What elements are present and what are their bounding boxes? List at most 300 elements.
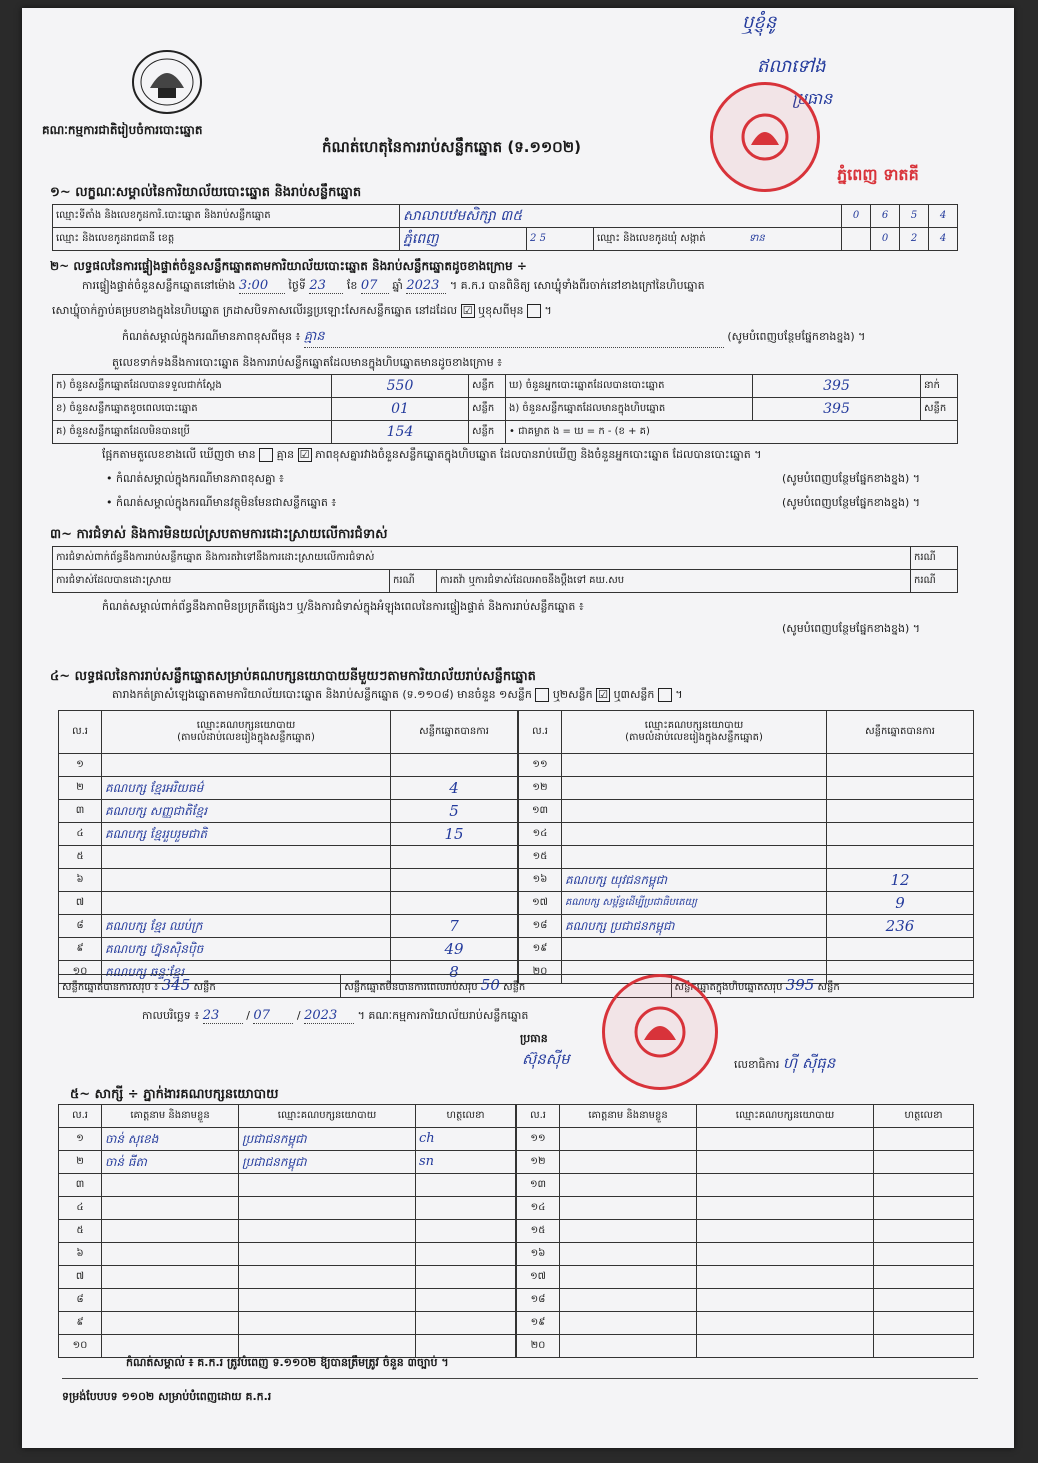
objection-table <box>52 546 958 593</box>
row-no: ១ <box>59 754 102 777</box>
total-box-value: 395 <box>785 975 815 994</box>
count-e-value: 395 <box>753 398 921 421</box>
witness-signature <box>874 1266 974 1289</box>
witness-no: ៥ <box>59 1220 102 1243</box>
tally-sheet-text: តារាងកត់ត្រាសំឡេងឆ្នោតតាមការិយាល័យបោះឆ្នោត និងរាប់សន្លឹកឆ្នោត (ទ.១១០៨) មានចំនួន ១សន្លឹក <box>112 688 532 701</box>
count-a-label: ក) ចំនួនសន្លឹកឆ្នោតដែលបានទទួលជាក់ស្តែង <box>53 375 332 398</box>
bullet-difference: • កំណត់សម្គាល់ក្នុងករណីមានភាពខុសគ្នា ៖ <box>106 472 284 485</box>
witness-party <box>697 1151 874 1174</box>
party-name: គណបក្ស ខ្មែរអរិយធម៌ <box>102 777 391 800</box>
party-votes <box>827 938 974 961</box>
party-votes <box>827 777 974 800</box>
witness-name <box>560 1289 697 1312</box>
verification-text-d: ឆ្នាំ <box>392 279 403 292</box>
witness-signature <box>874 1128 974 1151</box>
row-no: ១៩ <box>519 938 562 961</box>
results-right-col-party <box>562 711 827 754</box>
table-row <box>519 915 974 938</box>
difference-tail: ភាពខុសគ្នារវាងចំនួនសន្លឹកឆ្នោតក្នុងហិបឆ្នោត ដែលបានរាប់ឃើញ និងចំនួនអ្នកបោះឆ្នោត ដែលបានបោះឆ្នោត ។ <box>315 448 762 461</box>
row-no: ៣ <box>59 800 102 823</box>
counts-row-3 <box>53 421 958 444</box>
table-row <box>519 892 974 915</box>
witness-name <box>102 1197 239 1220</box>
row-no: ១៧ <box>519 892 562 915</box>
commune-label: ឈ្មោះ និងលេខកូដឃុំ សង្កាត់ <box>597 233 706 244</box>
date-year: 2023 <box>304 1008 354 1024</box>
section1-title: ១~ លក្ខណៈសម្គាល់នៃការិយាល័យបោះឆ្នោត និងរាប់សន្លឹកឆ្នោត <box>50 185 362 200</box>
results-left-col-no: ល.រ <box>59 711 102 754</box>
total-invalid-unit: សន្លឹក <box>503 981 526 993</box>
table-row <box>59 1243 516 1266</box>
table-row <box>59 777 518 800</box>
results-left-header <box>59 711 518 754</box>
objection-row-1 <box>53 547 958 570</box>
table-row <box>59 1128 516 1151</box>
total-box-cell <box>671 975 973 998</box>
location-code-3: 5 <box>900 205 929 228</box>
witness-no: ៧ <box>59 1266 102 1289</box>
witness-no: ១៦ <box>517 1243 560 1266</box>
party-votes <box>391 892 518 915</box>
table-row <box>517 1243 974 1266</box>
verification-text-b: ថ្ងៃទី <box>288 279 306 292</box>
party-name <box>102 869 391 892</box>
commune-value: ទាន <box>748 233 765 244</box>
bullet-foreign-hint: (សូមបំពេញបន្ថែមផ្នែកខាងខ្នង) ។ <box>782 496 921 509</box>
witness-right-col-party: ឈ្មោះគណបក្សនយោបាយ <box>697 1105 874 1128</box>
totals-row <box>59 975 974 998</box>
date-day: 23 <box>203 1008 243 1024</box>
results-left-col-party <box>102 711 391 754</box>
difference-no-checkbox[interactable]: ☑ <box>298 448 312 462</box>
witness-party <box>239 1243 416 1266</box>
verification-year: 2023 <box>406 278 446 294</box>
party-votes <box>827 823 974 846</box>
witness-party <box>239 1335 416 1358</box>
row-no: ១៤ <box>519 823 562 846</box>
witness-signature <box>416 1220 516 1243</box>
change-note-hint: (សូមបំពេញបន្ថែមផ្នែកខាងខ្នង) ។ <box>727 330 866 343</box>
change-note-label: កំណត់សម្គាល់ក្នុងករណីមានភាពខុសពីមុន ៖ <box>122 330 301 343</box>
witness-party <box>697 1312 874 1335</box>
table-row <box>517 1266 974 1289</box>
witness-party <box>239 1174 416 1197</box>
party-name: គណបក្ស ខ្មែររួបរួមជាតិ <box>102 823 391 846</box>
witness-party <box>239 1197 416 1220</box>
party-name: គណបក្ស សម្ព័ន្ធដើម្បីប្រជាធិបតេយ្យ <box>562 892 827 915</box>
commune-code-3: 4 <box>929 228 958 251</box>
table-row <box>59 800 518 823</box>
table-row <box>59 1266 516 1289</box>
witness-no: ១១ <box>517 1128 560 1151</box>
results-table-left <box>58 710 518 984</box>
objection-total-unit: ករណី <box>911 547 958 570</box>
party-votes <box>827 800 974 823</box>
corner-note-2: ឥលាទៅង <box>757 56 826 77</box>
witness-party <box>239 1312 416 1335</box>
witness-no: ១០ <box>59 1335 102 1358</box>
chair-signature: ស៊ុនស៊ីម <box>522 1050 570 1068</box>
verification-text-e: ។ គ.ក.រ បានពិនិត្យ សោឃ្នុំទាំងពីរចាក់នៅខាងក្រៅនៃហិបឆ្នោត <box>449 279 705 292</box>
witness-signature <box>416 1243 516 1266</box>
party-votes <box>827 846 974 869</box>
party-votes: 49 <box>391 938 518 961</box>
table-row <box>519 777 974 800</box>
row-no: ១១ <box>519 754 562 777</box>
footer-divider <box>62 1378 978 1379</box>
row-no: ២ <box>59 777 102 800</box>
witness-signature <box>416 1197 516 1220</box>
appeal-label: ការតវ៉ា ឬការជំទាស់ដែលអាចនឹងប្តឹងទៅ គឃ.សប <box>437 570 911 593</box>
witness-no: ៣ <box>59 1174 102 1197</box>
counts-row-1 <box>53 375 958 398</box>
same-checkbox[interactable]: ☑ <box>461 304 475 318</box>
section2-title: ២~ លទ្ធផលនៃការផ្ទៀងផ្ទាត់ចំនួនសន្លឹកឆ្នោតតាមការិយាល័យបោះឆ្នោត និងរាប់សន្លឹកឆ្នោតដូចខាងក្រោម ÷ <box>50 259 527 273</box>
party-name: គណបក្ស ប្រជាជនកម្ពុជា <box>562 915 827 938</box>
irregularity-hint: (សូមបំពេញបន្ថែមផ្នែកខាងខ្នង) ។ <box>782 622 921 635</box>
witness-party: ប្រជាជនកម្ពុជា <box>239 1128 416 1151</box>
witness-party <box>697 1197 874 1220</box>
party-votes: 9 <box>827 892 974 915</box>
difference-yes-checkbox[interactable] <box>259 448 273 462</box>
row-no: ៩ <box>59 938 102 961</box>
row-no: ១០ <box>59 961 102 984</box>
section3-title: ៣~ ការជំទាស់ និងការមិនយល់ស្របតាមការដោះស្រាយលើការជំទាស់ <box>50 527 388 542</box>
table-row <box>59 1220 516 1243</box>
resolved-label: ការជំទាស់ដែលបានដោះស្រាយ <box>53 570 390 593</box>
party-votes <box>827 754 974 777</box>
witness-party <box>697 1220 874 1243</box>
verification-day: 23 <box>309 278 343 294</box>
row-no: ១៣ <box>519 800 562 823</box>
count-formula: • ជាគម្លាត ង = ឃ = ក - (ខ + គ) <box>506 421 958 444</box>
party-votes <box>391 754 518 777</box>
count-d-label: ឃ) ចំនួនអ្នកបោះឆ្នោតដែលបានបោះឆ្នោត <box>506 375 753 398</box>
table-row <box>59 1312 516 1335</box>
witness-table-left <box>58 1104 516 1358</box>
verification-month: 07 <box>361 278 389 294</box>
row-no: ១៥ <box>519 846 562 869</box>
location-value: សាលាបឋមសិក្សា ៣៥ <box>400 205 842 228</box>
table-row <box>517 1289 974 1312</box>
witness-signature: sn <box>416 1151 516 1174</box>
results-table-right <box>518 710 974 984</box>
witness-left-col-name: គោត្តនាម និងនាមខ្លួន <box>102 1105 239 1128</box>
table-row <box>59 1151 516 1174</box>
table-row <box>59 892 518 915</box>
table-row <box>59 938 518 961</box>
witness-name <box>560 1312 697 1335</box>
witness-right-header <box>517 1105 974 1128</box>
witness-name <box>560 1128 697 1151</box>
change-note-line <box>122 328 982 348</box>
party-votes: 7 <box>391 915 518 938</box>
commune-code-1: 0 <box>871 228 900 251</box>
section5-title: ៥~ សាក្សី ÷ ភ្នាក់ងារគណបក្សនយោបាយ <box>70 1087 279 1102</box>
tally-3-checkbox[interactable] <box>658 688 672 702</box>
province-value: ភ្នំពេញ <box>400 228 527 251</box>
witness-name <box>560 1174 697 1197</box>
party-votes <box>391 869 518 892</box>
party-name <box>102 892 391 915</box>
tally-1-checkbox[interactable] <box>535 688 549 702</box>
witness-no: ១២ <box>517 1151 560 1174</box>
table-row <box>59 1335 516 1358</box>
row-no: ២០ <box>519 961 562 984</box>
witness-signature <box>416 1289 516 1312</box>
results-right-header <box>519 711 974 754</box>
verification-line <box>82 278 705 295</box>
witness-name <box>102 1174 239 1197</box>
witness-left-header <box>59 1105 516 1128</box>
witness-party <box>239 1220 416 1243</box>
commune-code-0 <box>842 228 871 251</box>
table-row <box>59 1174 516 1197</box>
commune-stamp-label: ភ្នំពេញ ទាតគី <box>837 165 919 184</box>
witness-no: ១៧ <box>517 1266 560 1289</box>
witness-name <box>560 1266 697 1289</box>
witness-signature <box>874 1220 974 1243</box>
witness-no: ១៥ <box>517 1220 560 1243</box>
witness-signature <box>874 1243 974 1266</box>
results-left-col-votes: សន្លឹកឆ្នោតបានការ <box>391 711 518 754</box>
party-votes <box>391 846 518 869</box>
witness-name <box>560 1197 697 1220</box>
count-b-unit: សន្លឹក <box>469 398 506 421</box>
verification-time: 3:00 <box>239 278 285 294</box>
party-name: គណបក្ស ហ្វ៊ុនស៊ិនប៉ិច <box>102 938 391 961</box>
tally-3-label: ឬ៣សន្លឹក <box>613 688 655 701</box>
date-line: កាលបរិច្ឆេទ ៖ 23 / 07 / 2023 ។ គណៈកម្មការការិយាល័យរាប់សន្លឹកឆ្នោត <box>142 1008 529 1023</box>
party-name <box>562 938 827 961</box>
witness-name <box>560 1243 697 1266</box>
witness-party <box>697 1243 874 1266</box>
witness-name <box>102 1220 239 1243</box>
totals-table <box>58 974 974 998</box>
chair-label: ប្រធាន <box>520 1032 548 1045</box>
objection-row-2 <box>53 570 958 593</box>
verification-text-a: ការផ្ទៀងផ្ទាត់ចំនួនសន្លឹកឆ្នោតនៅម៉ោង <box>82 279 236 292</box>
results-left-col-party-title: ឈ្មោះគណបក្សនយោបាយ <box>196 720 296 731</box>
results-right-col-no: ល.រ <box>519 711 562 754</box>
witness-signature <box>874 1174 974 1197</box>
tally-2-label: ឬ២សន្លឹក <box>552 688 593 701</box>
table-row <box>517 1197 974 1220</box>
count-b-label: ខ) ចំនួនសន្លឹកឆ្នោតខូចពេលបោះឆ្នោត <box>53 398 332 421</box>
count-a-value: 550 <box>332 375 469 398</box>
secretary-label: លេខាធិការ <box>734 1058 780 1071</box>
table-row <box>517 1220 974 1243</box>
witness-no: ១៩ <box>517 1312 560 1335</box>
province-code-1: 2 <box>530 233 537 244</box>
section4-title: ៤~ លទ្ធផលនៃការរាប់សន្លឹកឆ្នោតសម្រាប់គណបក្សនយោបាយនីមួយៗតាមការិយាល័យរាប់សន្លឹកឆ្នោត <box>50 669 536 684</box>
official-seal-bottom <box>602 974 718 1090</box>
location-code-2: 6 <box>871 205 900 228</box>
witness-table-right <box>516 1104 974 1358</box>
party-name <box>562 846 827 869</box>
location-code-1: 0 <box>842 205 871 228</box>
secretary-line <box>734 1054 835 1076</box>
difference-line <box>102 448 761 464</box>
witness-no: ២០ <box>517 1335 560 1358</box>
row-no: ១៨ <box>519 915 562 938</box>
witness-signature <box>874 1312 974 1335</box>
count-c-unit: សន្លឹក <box>469 421 506 444</box>
counts-intro: តួលេខទាក់ទងនឹងការបោះឆ្នោត និងការរាប់សន្លឹកឆ្នោតដែលមានក្នុងហិបឆ្នោតមានដូចខាងក្រោម ៖ <box>112 356 503 369</box>
party-name: គណបក្ស សញ្ញជាតិខ្មែរ <box>102 800 391 823</box>
location-row <box>53 205 958 228</box>
witness-party <box>697 1335 874 1358</box>
witness-party <box>697 1128 874 1151</box>
witness-right-col-no: ល.រ <box>517 1105 560 1128</box>
total-valid-cell <box>59 975 341 998</box>
witness-party <box>697 1266 874 1289</box>
table-row <box>517 1151 974 1174</box>
table-row <box>517 1312 974 1335</box>
witness-right-col-name: គោត្តនាម និងនាមខ្លួន <box>560 1105 697 1128</box>
witness-name <box>102 1312 239 1335</box>
table-row <box>519 869 974 892</box>
total-valid-value: 345 <box>161 975 191 994</box>
total-invalid-label: សន្លឹកឆ្នោតមិនបានការពេលរាប់សរុប <box>344 981 478 993</box>
witness-signature <box>874 1151 974 1174</box>
table-row <box>59 754 518 777</box>
table-row <box>519 938 974 961</box>
row-no: ១២ <box>519 777 562 800</box>
party-name <box>562 754 827 777</box>
different-checkbox[interactable] <box>527 304 541 318</box>
date-month: 07 <box>253 1008 293 1024</box>
witness-name <box>560 1220 697 1243</box>
witness-name <box>102 1335 239 1358</box>
witness-no: ៦ <box>59 1243 102 1266</box>
difference-no-label: គ្មាន <box>276 448 295 461</box>
witness-no: ៤ <box>59 1197 102 1220</box>
witness-party <box>697 1174 874 1197</box>
party-votes: 15 <box>391 823 518 846</box>
table-row <box>59 1197 516 1220</box>
org-name: គណៈកម្មការជាតិរៀបចំការបោះឆ្នោត <box>42 123 203 137</box>
witness-name <box>560 1335 697 1358</box>
witness-no: ១ <box>59 1128 102 1151</box>
table-row <box>519 800 974 823</box>
province-label: ឈ្មោះ និងលេខកូដរាជធានី ខេត្ត <box>53 228 400 251</box>
witness-name <box>102 1266 239 1289</box>
witness-no: ១៤ <box>517 1197 560 1220</box>
witness-right-col-sig: ហត្ថលេខា <box>874 1105 974 1128</box>
form-title: កំណត់ហេតុនៃការរាប់សន្លឹកឆ្នោត (ទ.១១០២) <box>322 138 582 156</box>
witness-name <box>102 1289 239 1312</box>
date-label: កាលបរិច្ឆេទ ៖ <box>142 1009 200 1022</box>
corner-note-1: ឬខ្ញុំនូ <box>742 12 777 33</box>
witness-signature <box>874 1197 974 1220</box>
change-note-value: គ្មាន <box>304 328 724 348</box>
party-votes: 12 <box>827 869 974 892</box>
total-valid-label: សន្លឹកឆ្នោតបានការសរុប ៖ <box>62 981 159 993</box>
witness-no: ២ <box>59 1151 102 1174</box>
table-row <box>59 823 518 846</box>
witness-no: ១៨ <box>517 1289 560 1312</box>
count-d-value: 395 <box>753 375 921 398</box>
witness-no: ៩ <box>59 1312 102 1335</box>
party-votes: 8 <box>391 961 518 984</box>
party-name <box>102 754 391 777</box>
commune-cell <box>594 228 842 251</box>
irregularity-note: កំណត់សម្គាល់ពាក់ព័ន្ធនឹងភាពមិនប្រក្រតីផ្សេងៗ ឬ/និងការជំទាស់ក្នុងអំឡុងពេលនៃការផ្ទៀងផ្ទាត់ និងការរាប់សន្លឹកឆ្នោត ៖ <box>102 600 584 613</box>
party-name <box>102 846 391 869</box>
party-votes: 236 <box>827 915 974 938</box>
official-seal-top <box>710 82 820 192</box>
row-no: ៨ <box>59 915 102 938</box>
witness-signature <box>416 1335 516 1358</box>
nec-emblem-icon <box>130 48 204 116</box>
table-row <box>517 1128 974 1151</box>
province-code-2: 5 <box>539 233 546 244</box>
witness-no: ៨ <box>59 1289 102 1312</box>
count-c-value: 154 <box>332 421 469 444</box>
party-name: គណបក្ស យុវជនកម្ពុជា <box>562 869 827 892</box>
party-name: គណបក្ស ឆន្ទៈខ្មែរ <box>102 961 391 984</box>
secretary-signature: ហ៊ី ស៊ីធុន <box>782 1054 836 1072</box>
row-no: ៥ <box>59 846 102 869</box>
total-invalid-value: 50 <box>480 975 500 994</box>
count-a-unit: សន្លឹក <box>469 375 506 398</box>
results-right-col-party-sub: (តាមលំដាប់លេខរៀងក្នុងសន្លឹកឆ្នោត) <box>625 732 763 743</box>
witness-no: ១៣ <box>517 1174 560 1197</box>
table-row <box>519 823 974 846</box>
objection-total-label: ការជំទាស់ពាក់ព័ន្ធនឹងការរាប់សន្លឹកឆ្នោត និងការតវ៉ាទៅនឹងការដោះស្រាយលើការជំទាស់ <box>53 547 911 570</box>
row-no: ១៦ <box>519 869 562 892</box>
table-row <box>517 1174 974 1197</box>
tally-sheet-line: តារាងកត់ត្រាសំឡេងឆ្នោតតាមការិយាល័យបោះឆ្នោត និងរាប់សន្លឹកឆ្នោត (ទ.១១០៨) មានចំនួន ១សន្លឹក ឬ២សន្លឹក ☑ ឬ៣សន្លឹក ។ <box>112 688 683 701</box>
witness-signature <box>874 1335 974 1358</box>
province-row <box>53 228 958 251</box>
witness-name <box>102 1243 239 1266</box>
party-name <box>562 823 827 846</box>
resolved-unit: ករណី <box>390 570 437 593</box>
location-code-4: 4 <box>929 205 958 228</box>
witness-signature <box>874 1289 974 1312</box>
witness-party <box>697 1289 874 1312</box>
witness-name <box>560 1151 697 1174</box>
counts-table <box>52 374 958 444</box>
count-e-label: ង) ចំនួនសន្លឹកឆ្នោតដែលមានក្នុងហិបឆ្នោត <box>506 398 753 421</box>
table-row <box>59 846 518 869</box>
committee-label: ។ គណៈកម្មការការិយាល័យរាប់សន្លឹកឆ្នោត <box>357 1009 529 1022</box>
party-name <box>562 800 827 823</box>
bullet-foreign-object: • កំណត់សម្គាល់ក្នុងករណីមានវត្ថុមិនមែនជាសន្លឹកឆ្នោត ៖ <box>106 496 337 509</box>
witness-footnote: កំណត់សម្គាល់ ៖ គ.ក.រ ត្រូវបំពេញ ទ.១១០២ ឱ្យបានត្រឹមត្រូវ ចំនួន ៣ច្បាប់ ។ <box>126 1356 449 1369</box>
counts-row-2 <box>53 398 958 421</box>
form-paper <box>22 8 1014 1448</box>
witness-name: ចាន់ សុខេង <box>102 1128 239 1151</box>
witness-signature <box>416 1312 516 1335</box>
row-no: ៤ <box>59 823 102 846</box>
verification-text-c: ខែ <box>346 279 358 292</box>
tally-2-checkbox[interactable]: ☑ <box>596 688 610 702</box>
total-valid-unit: សន្លឹក <box>193 981 216 993</box>
party-votes: 5 <box>391 800 518 823</box>
seal-text: សោឃ្នុំចាក់ភ្ជាប់គម្របខាងក្នុងនៃហិបឆ្នោត ក្រដាសបិទភាសលើរន្ធប្រឡោះសែកសន្លឹកឆ្នោត នៅដដែល <box>52 304 458 317</box>
total-box-unit: សន្លឹក <box>817 981 840 993</box>
count-e-unit: សន្លឹក <box>921 398 958 421</box>
party-name <box>562 777 827 800</box>
table-row <box>519 754 974 777</box>
witness-party <box>239 1266 416 1289</box>
results-right-col-party-title: ឈ្មោះគណបក្សនយោបាយ <box>644 720 744 731</box>
location-label: ឈ្មោះទីតាំង និងលេខកូដការិ.បោះឆ្នោត និងរាប់សន្លឹកឆ្នោត <box>53 205 400 228</box>
table-row <box>59 1289 516 1312</box>
